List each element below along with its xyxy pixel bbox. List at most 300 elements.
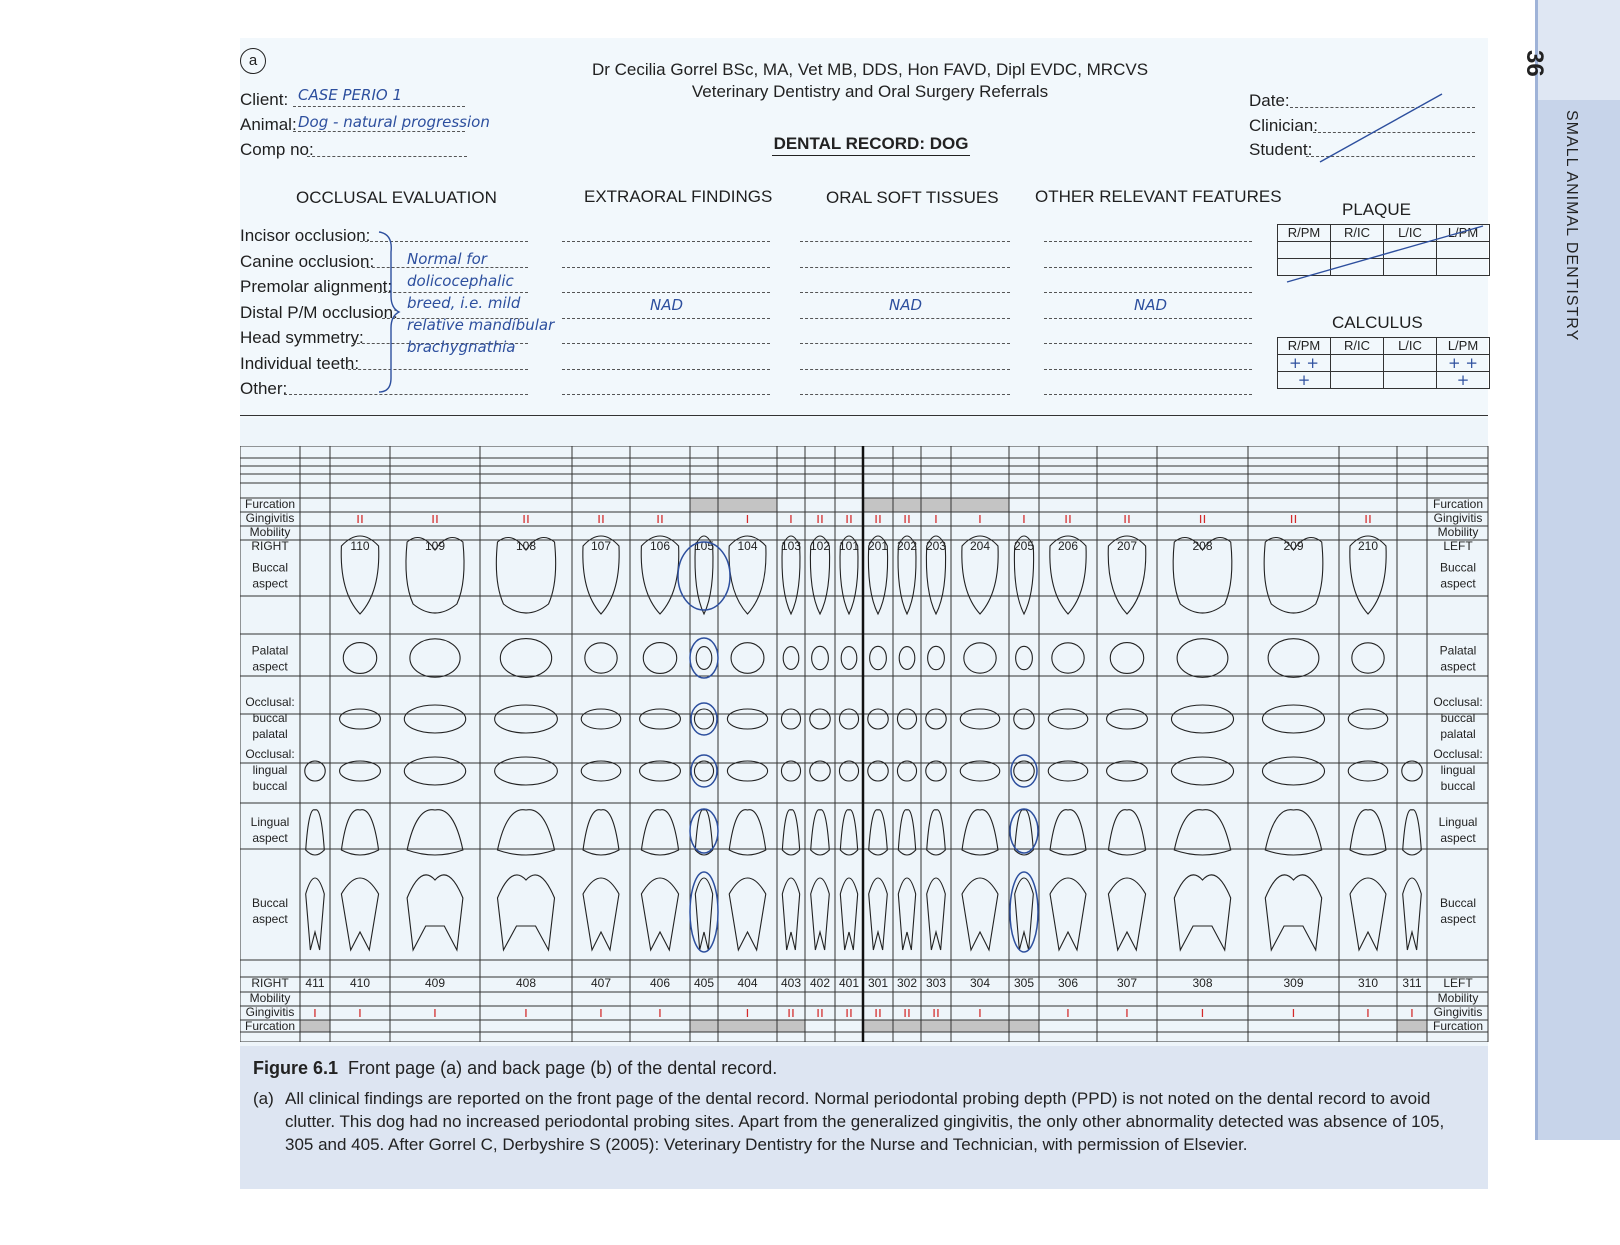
gingivitis-mark: ı	[1410, 1005, 1414, 1021]
side-tab-stripe	[1535, 0, 1538, 1140]
findings-line	[562, 267, 770, 268]
figure-caption-text	[253, 1087, 1471, 1156]
lower-tooth-number: 309	[1283, 976, 1304, 990]
findings-line	[1044, 267, 1252, 268]
findings-line	[1044, 318, 1252, 319]
tooth-upper-palatal	[964, 643, 996, 673]
tooth-lower-buccal	[641, 878, 678, 950]
extraoral-note: NAD	[650, 296, 684, 314]
gingivitis-mark: ıı	[874, 1005, 882, 1021]
lower-tooth-number: 407	[590, 976, 612, 990]
aspect-label: aspect	[252, 659, 288, 674]
tooth-lower-buccal	[1403, 878, 1422, 950]
occlusal-note-line: dolicocephalic	[407, 272, 514, 290]
missing-tooth-circle	[690, 638, 718, 678]
aspect-label: palatal	[252, 727, 288, 741]
tooth-upper-palatal	[783, 647, 799, 670]
page-number: 36	[1521, 50, 1548, 77]
tooth-lower-buccal	[341, 878, 378, 950]
tooth-upper-occlusal	[1262, 705, 1324, 733]
findings-line	[562, 318, 770, 319]
tooth-lower-buccal	[306, 878, 325, 950]
occlusal-row-label: Distal P/M occlusion:	[240, 302, 398, 322]
lower-tooth-number: 311	[1402, 976, 1422, 990]
gingivitis-mark: ıı	[845, 511, 853, 527]
row-label-right: LEFT	[1443, 539, 1473, 553]
tooth-lower-occlusal	[694, 761, 713, 781]
gingivitis-mark: ı	[978, 511, 982, 527]
date-label: Date:	[1249, 91, 1290, 110]
client-label: Client:	[240, 90, 289, 109]
gingivitis-mark: ı	[1291, 1005, 1296, 1021]
dental-chart	[240, 446, 1489, 1042]
gingivitis-mark: ıı	[874, 511, 882, 527]
tooth-upper-palatal	[1016, 646, 1033, 669]
gingivitis-mark: ı	[313, 1005, 317, 1021]
tooth-upper-occlusal	[404, 705, 465, 733]
plaque-title: PLAQUE	[1342, 200, 1411, 219]
tooth-upper-palatal	[500, 639, 551, 678]
findings-line	[562, 394, 770, 395]
client-value: CASE PERIO 1	[298, 86, 402, 104]
lower-tooth-number: 402	[809, 976, 831, 990]
tooth-upper-palatal	[731, 643, 764, 674]
aspect-label-right: aspect	[1440, 912, 1476, 926]
tooth-lower-buccal	[407, 875, 463, 950]
gingivitis-mark: ı	[658, 1005, 662, 1021]
gingivitis-mark: ı	[1366, 1005, 1370, 1021]
upper-tooth-number: 202	[896, 539, 918, 553]
panel-letter: a	[248, 52, 258, 69]
gingivitis-mark: ıı	[656, 511, 664, 527]
tooth-upper-occlusal	[1348, 709, 1388, 729]
tooth-lower-lingual	[1403, 810, 1422, 855]
aspect-label: Occlusal:	[245, 747, 295, 761]
gingivitis-mark: ıı	[522, 511, 530, 527]
plaque-header: R/PM	[1278, 225, 1331, 242]
occlusal-row-label: Premolar alignment:	[240, 277, 393, 296]
lower-tooth-number: 307	[1116, 976, 1138, 990]
animal-label: Animal:	[240, 115, 297, 134]
client-line	[293, 106, 465, 107]
findings-line	[800, 369, 1010, 370]
tooth-lower-occlusal	[1107, 761, 1148, 781]
row-label: Furcation	[244, 1019, 296, 1033]
gingivitis-mark: ıı	[1289, 511, 1298, 527]
tooth-lower-occlusal	[305, 761, 325, 781]
tooth-lower-buccal	[962, 878, 998, 950]
tooth-lower-lingual	[927, 810, 946, 855]
gingivitis-mark: ı	[745, 1005, 750, 1021]
panel-marker	[240, 48, 266, 74]
upper-tooth-number: 203	[925, 539, 947, 553]
tooth-upper-palatal	[410, 639, 460, 677]
gingivitis-mark: ı	[1125, 1005, 1129, 1021]
gingivitis-mark: ıı	[1364, 511, 1372, 527]
lower-tooth-number: 403	[780, 976, 802, 990]
aspect-label: buccal	[252, 711, 288, 725]
findings-line	[1044, 241, 1252, 242]
tooth-lower-occlusal	[581, 761, 621, 781]
tooth-upper-palatal	[643, 643, 676, 674]
missing-tooth-circle	[1010, 872, 1038, 952]
occlusal-row-label: Head symmetry:	[240, 328, 364, 347]
lower-tooth-number: 306	[1057, 976, 1079, 990]
tooth-upper-occlusal	[926, 709, 946, 729]
findings-line	[562, 241, 770, 242]
tooth-upper-occlusal	[581, 709, 621, 729]
gingivitis-mark: ıı	[787, 1005, 795, 1021]
row-label: RIGHT	[251, 539, 289, 553]
clinician-label: Clinician:	[1249, 116, 1318, 135]
soft-tissue-note: NAD	[889, 296, 923, 314]
furcation-shaded-cell	[690, 1020, 805, 1032]
gingivitis-mark: ıı	[845, 1005, 853, 1021]
row-label: Gingivitis	[245, 511, 295, 525]
gingivitis-mark: ı	[358, 1005, 362, 1021]
gingivitis-mark: ıı	[903, 511, 911, 527]
tooth-lower-occlusal	[1402, 761, 1422, 781]
aspect-label-right: buccal	[1440, 711, 1476, 725]
tooth-lower-lingual	[641, 810, 678, 855]
tooth-upper-palatal	[696, 647, 712, 670]
tooth-upper-palatal	[1052, 643, 1084, 673]
plaque-strike-line	[1277, 222, 1489, 284]
occlusal-note-line: relative mandibular	[407, 316, 555, 334]
furcation-shaded-cell	[1397, 1020, 1427, 1032]
tooth-upper-occlusal	[340, 709, 381, 729]
calculus-header: L/IC	[1384, 338, 1437, 355]
tooth-lower-occlusal	[810, 761, 830, 781]
missing-tooth-circle	[690, 809, 718, 853]
tooth-lower-lingual	[1174, 810, 1230, 855]
upper-tooth-number: 109	[424, 539, 446, 553]
tooth-lower-buccal	[497, 875, 554, 950]
gingivitis-mark: ıı	[431, 511, 439, 527]
tooth-lower-occlusal	[897, 761, 916, 781]
lower-tooth-number: 304	[969, 976, 991, 990]
gingivitis-mark: ıı	[903, 1005, 911, 1021]
upper-tooth-number: 205	[1013, 539, 1035, 553]
aspect-label: Buccal	[251, 560, 289, 575]
tooth-lower-buccal	[1015, 878, 1034, 950]
comp-no-line	[307, 156, 467, 157]
admin-strike-line	[1300, 90, 1450, 165]
lower-tooth-number: 302	[896, 976, 918, 990]
plaque-header: R/IC	[1331, 225, 1384, 242]
tooth-lower-occlusal	[1048, 761, 1088, 781]
calculus-cell	[1331, 355, 1384, 372]
side-tab-top	[1538, 0, 1620, 100]
tooth-lower-lingual	[583, 810, 619, 855]
occlusal-row-label: Individual teeth:	[240, 353, 360, 373]
aspect-label: Lingual	[250, 815, 290, 829]
gingivitis-mark: ıı	[597, 511, 605, 527]
tooth-upper-palatal	[870, 646, 887, 669]
occlusal-row-label: Incisor occlusion:	[240, 226, 371, 245]
tooth-upper-occlusal	[810, 709, 830, 729]
findings-line	[562, 369, 770, 370]
gingivitis-mark: ı	[745, 511, 750, 527]
aspect-label: aspect	[252, 912, 288, 926]
tooth-lower-lingual	[1265, 810, 1321, 855]
row-label-right: Furcation	[1432, 1019, 1484, 1033]
findings-line	[800, 292, 1010, 293]
aspect-label-right: Palatal	[1439, 643, 1477, 658]
tooth-lower-buccal	[1174, 875, 1230, 950]
tooth-lower-occlusal	[781, 761, 800, 781]
calculus-cell	[1331, 372, 1384, 389]
missing-tooth-circle	[1011, 755, 1037, 787]
gingivitis-mark: ıı	[1064, 511, 1072, 527]
occlusal-note-line: Normal for	[407, 250, 487, 268]
calculus-header: R/IC	[1331, 338, 1384, 355]
aspect-label-right: aspect	[1440, 831, 1476, 845]
gingivitis-mark: ıı	[356, 511, 364, 527]
upper-tooth-number: 209	[1283, 539, 1304, 553]
findings-line	[1044, 369, 1252, 370]
calculus-cell	[1384, 355, 1437, 372]
gingivitis-mark: ıı	[1198, 511, 1207, 527]
occlusal-note-line: brachygnathia	[407, 338, 516, 356]
tooth-lower-buccal	[1350, 878, 1386, 950]
aspect-label: buccal	[252, 779, 288, 793]
tooth-upper-palatal	[841, 647, 857, 670]
tooth-lower-occlusal	[340, 761, 381, 781]
tooth-upper-palatal	[585, 643, 617, 673]
calculus-cell: +	[1278, 372, 1331, 389]
row-label: RIGHT	[251, 976, 289, 990]
extraoral-findings-title: EXTRAORAL FINDINGS	[584, 187, 773, 206]
tooth-upper-occlusal	[694, 709, 713, 729]
aspect-label-right: palatal	[1440, 727, 1476, 741]
tooth-upper-palatal	[928, 646, 945, 669]
tooth-lower-occlusal	[727, 761, 767, 781]
figure-title: Front page (a) and back page (b) of the dental record.	[348, 1058, 778, 1078]
figure-caption-title	[253, 1058, 777, 1079]
gingivitis-mark: ı	[524, 1005, 528, 1021]
caption-paragraph: All clinical findings are reported on the front page of the dental record. Normal periodontal probing depth (PPD) is not noted on the dental record to avoid clutter. This dog had no increased periodontal probing sites. Apart from the generalized gingivitis, the only other abnormality detected was absence of 105, 305 and 405. After Gorrel C, Derbyshire S (2005): Veterinary Dentistry for the Nurse and Technician, with permission of Elsevier.	[285, 1089, 1445, 1154]
tooth-upper-occlusal	[1014, 709, 1034, 729]
findings-line	[1044, 343, 1252, 344]
upper-tooth-number: 207	[1116, 539, 1138, 553]
aspect-label-right: aspect	[1440, 659, 1476, 674]
tooth-upper-occlusal	[897, 709, 916, 729]
calculus-cell: + +	[1278, 355, 1331, 372]
row-label-right: Gingivitis	[1433, 1005, 1483, 1019]
aspect-label-right: Occlusal:	[1433, 695, 1483, 709]
tooth-lower-occlusal	[926, 761, 946, 781]
animal-value: Dog - natural progression	[298, 113, 490, 131]
other-features-title: OTHER RELEVANT FEATURES	[1035, 187, 1282, 206]
calculus-table	[1277, 337, 1490, 389]
tooth-lower-buccal	[1050, 878, 1086, 950]
tooth-lower-occlusal	[404, 757, 465, 785]
row-label-right: Mobility	[1437, 525, 1479, 539]
animal-line	[293, 131, 465, 132]
occlusal-row-label: Canine occlusion:	[240, 251, 375, 271]
tooth-lower-buccal	[927, 878, 946, 950]
tooth-upper-occlusal	[839, 709, 858, 729]
tooth-lower-lingual	[840, 810, 857, 855]
row-label: Mobility	[249, 525, 291, 539]
gingivitis-mark: ıı	[816, 1005, 824, 1021]
upper-tooth-number: 107	[590, 539, 612, 553]
tooth-lower-buccal	[840, 878, 857, 950]
row-label-right: Gingivitis	[1433, 511, 1483, 525]
tooth-upper-palatal	[1110, 643, 1143, 674]
furcation-shaded-cell	[863, 498, 1009, 512]
tooth-lower-occlusal	[495, 757, 558, 785]
calculus-header: R/PM	[1278, 338, 1331, 355]
calculus-cell: +	[1437, 372, 1490, 389]
findings-line	[800, 394, 1010, 395]
lower-tooth-number: 409	[424, 976, 446, 990]
row-label: Furcation	[244, 497, 296, 511]
paragraph-marker: (a)	[253, 1089, 274, 1108]
aspect-label-right: aspect	[1440, 576, 1476, 591]
occlusal-note-line: breed, i.e. mild	[407, 294, 521, 312]
tooth-lower-occlusal	[1262, 757, 1324, 785]
upper-tooth-number: 210	[1357, 539, 1379, 553]
tooth-lower-occlusal	[868, 761, 888, 781]
tooth-upper-palatal	[1177, 639, 1228, 678]
missing-tooth-circle	[1010, 809, 1038, 853]
aspect-label: aspect	[252, 831, 288, 845]
tooth-lower-occlusal	[1171, 757, 1233, 785]
upper-tooth-number: 108	[515, 539, 537, 553]
tooth-lower-lingual	[1050, 810, 1086, 855]
tooth-lower-lingual	[407, 810, 463, 855]
tooth-lower-buccal	[898, 878, 915, 950]
lower-tooth-number: 404	[737, 976, 758, 990]
tooth-upper-palatal	[899, 647, 915, 670]
gingivitis-mark: ı	[1066, 1005, 1070, 1021]
tooth-upper-palatal	[1352, 643, 1384, 673]
practitioner-name: Dr Cecilia Gorrel BSc, MA, Vet MB, DDS, Hon FAVD, Dipl EVDC, MRCVS	[591, 60, 1149, 79]
tooth-lower-buccal	[1265, 875, 1321, 950]
upper-tooth-number: 208	[1192, 539, 1213, 553]
tooth-lower-lingual	[729, 810, 766, 855]
gingivitis-mark: ı	[599, 1005, 603, 1021]
tooth-lower-occlusal	[1348, 761, 1388, 781]
calculus-cell: + +	[1437, 355, 1490, 372]
lower-tooth-number: 406	[649, 976, 671, 990]
upper-tooth-number: 206	[1057, 539, 1079, 553]
gingivitis-mark: ıı	[932, 1005, 940, 1021]
tooth-lower-lingual	[1015, 810, 1034, 855]
findings-line	[800, 267, 1010, 268]
aspect-label: lingual	[252, 763, 288, 777]
tooth-upper-palatal	[1268, 639, 1319, 678]
lower-tooth-number: 308	[1192, 976, 1213, 990]
aspect-label: aspect	[252, 576, 288, 591]
upper-tooth-number: 103	[780, 539, 802, 553]
calculus-cell	[1384, 372, 1437, 389]
record-title: DENTAL RECORD: DOG	[772, 134, 970, 156]
lower-tooth-number: 408	[515, 976, 537, 990]
aspect-label-right: lingual	[1440, 763, 1476, 777]
tooth-upper-occlusal	[868, 709, 888, 729]
gingivitis-mark: ı	[1022, 511, 1026, 527]
tooth-upper-palatal	[812, 646, 829, 669]
tooth-lower-lingual	[962, 810, 998, 855]
tooth-upper-occlusal	[781, 709, 800, 729]
tooth-lower-buccal	[869, 878, 888, 950]
gingivitis-mark: ı	[934, 511, 938, 527]
student-label: Student:	[1249, 140, 1313, 159]
plaque-header: L/PM	[1437, 225, 1490, 242]
aspect-label: Buccal	[251, 896, 289, 910]
practice-name: Veterinary Dentistry and Oral Surgery Referrals	[691, 82, 1049, 101]
tooth-lower-buccal	[729, 878, 766, 950]
tooth-upper-occlusal	[495, 705, 558, 733]
tooth-lower-occlusal	[640, 761, 681, 781]
tooth-upper-occlusal	[1048, 709, 1088, 729]
tooth-lower-lingual	[782, 810, 799, 855]
aspect-label-right: Buccal	[1439, 896, 1477, 910]
gingivitis-mark: ı	[433, 1005, 437, 1021]
tooth-lower-lingual	[341, 810, 378, 855]
tooth-upper-occlusal	[960, 709, 1000, 729]
findings-line	[800, 241, 1010, 242]
row-label-right: Mobility	[1437, 991, 1479, 1005]
gingivitis-mark: ı	[978, 1005, 982, 1021]
upper-tooth-number: 102	[809, 539, 831, 553]
gingivitis-mark: ı	[1200, 1005, 1205, 1021]
tooth-lower-lingual	[811, 810, 830, 855]
tooth-lower-lingual	[1108, 810, 1145, 855]
findings-line	[562, 292, 770, 293]
upper-tooth-number: 201	[867, 539, 889, 553]
figure-label: Figure 6.1	[253, 1058, 339, 1078]
row-label: Mobility	[249, 991, 291, 1005]
tooth-lower-occlusal	[839, 761, 858, 781]
tooth-lower-lingual	[497, 810, 554, 855]
gingivitis-mark: ıı	[816, 511, 824, 527]
oral-soft-tissues-title: ORAL SOFT TISSUES	[826, 188, 999, 207]
tooth-lower-lingual	[306, 810, 325, 855]
upper-tooth-number: 204	[969, 539, 991, 553]
aspect-label: Palatal	[251, 643, 289, 658]
tooth-lower-buccal	[1108, 878, 1145, 950]
calculus-header: L/PM	[1437, 338, 1490, 355]
upper-tooth-number: 104	[737, 539, 758, 553]
lower-tooth-number: 410	[349, 976, 371, 990]
tooth-lower-occlusal	[1014, 761, 1034, 781]
aspect-label-right: buccal	[1440, 779, 1476, 793]
calculus-title: CALCULUS	[1332, 313, 1423, 332]
gingivitis-mark: ı	[789, 511, 793, 527]
aspect-label: Occlusal:	[245, 695, 295, 709]
row-label: Gingivitis	[245, 1005, 295, 1019]
occlusal-row-label: Other:	[240, 379, 288, 398]
upper-tooth-number: 110	[350, 539, 370, 553]
section-title-vertical: SMALL ANIMAL DENTISTRY	[1563, 110, 1580, 342]
findings-line	[800, 318, 1010, 319]
lower-tooth-number: 301	[867, 976, 889, 990]
tooth-lower-lingual	[898, 810, 915, 855]
tooth-lower-lingual	[1350, 810, 1386, 855]
tooth-lower-lingual	[695, 810, 712, 855]
comp-no-label: Comp no:	[240, 140, 314, 159]
row-label-right: Furcation	[1432, 497, 1484, 511]
tooth-lower-buccal	[811, 878, 830, 950]
tooth-lower-occlusal	[960, 761, 1000, 781]
missing-tooth-circle	[690, 872, 718, 952]
row-label-right: LEFT	[1443, 976, 1473, 990]
tooth-upper-occlusal	[1171, 705, 1233, 733]
